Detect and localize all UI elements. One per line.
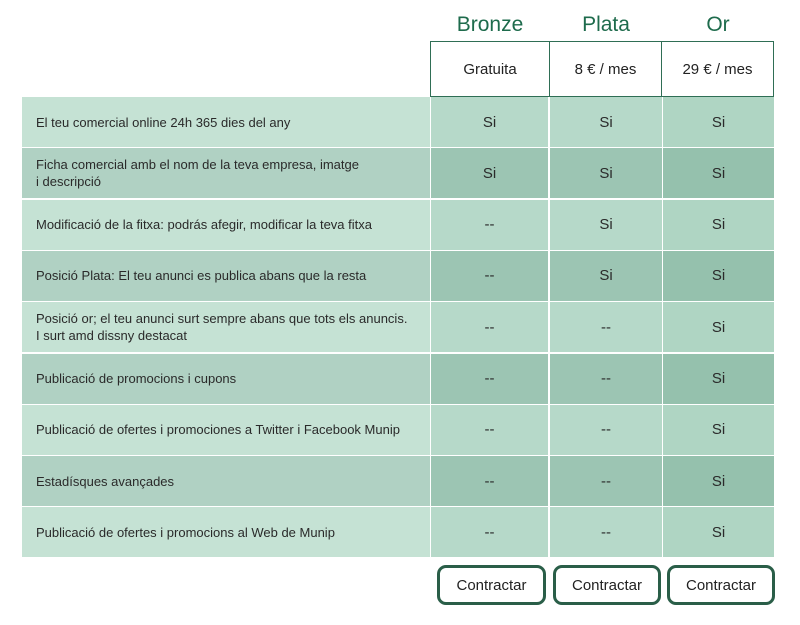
feature-label-text: Posició Plata: El teu anunci es publica abans que la resta: [36, 268, 367, 284]
feature-value: --: [431, 405, 548, 455]
contract-plata-button[interactable]: Contractar: [553, 565, 661, 605]
table-row: [22, 507, 774, 557]
feature-value: Si: [663, 507, 774, 557]
feature-value: --: [431, 302, 548, 352]
feature-value: Si: [550, 148, 662, 198]
table-row: [22, 354, 774, 404]
table-row: [22, 148, 774, 198]
feature-label: [22, 354, 430, 404]
feature-value: --: [550, 354, 662, 404]
feature-value: --: [431, 456, 548, 506]
feature-value: Si: [663, 148, 774, 198]
feature-label: [22, 456, 430, 506]
feature-value: --: [550, 507, 662, 557]
price-plata: 8 € / mes: [549, 41, 662, 97]
feature-label-text: Publicació de ofertes i promocions al Web de Munip: [36, 524, 335, 540]
plan-name-bronze: Bronze: [456, 13, 524, 36]
price-or: 29 € / mes: [661, 41, 774, 97]
feature-value: Si: [431, 97, 548, 147]
feature-label-text: Estadísques avançades: [36, 473, 175, 489]
feature-value: --: [431, 200, 548, 250]
feature-value: Si: [663, 456, 774, 506]
feature-value: Si: [663, 302, 774, 352]
feature-label-text: Publicació de ofertes i promociones a Twitter i Facebook Munip: [36, 422, 400, 438]
feature-label-text: El teu comercial online 24h 365 dies del any: [36, 114, 291, 130]
table-row: [22, 405, 774, 455]
table-row: [22, 97, 774, 147]
feature-value: --: [431, 251, 548, 301]
feature-value: Si: [550, 251, 662, 301]
feature-label-text: Ficha comercial amb el nom de la teva empresa, imatge i descripció: [36, 157, 359, 190]
feature-value: Si: [550, 97, 662, 147]
plan-name-plata: Plata: [582, 13, 630, 36]
feature-value: --: [550, 405, 662, 455]
contract-bronze-button[interactable]: Contractar: [437, 565, 546, 605]
plan-name-or: Or: [706, 13, 730, 36]
feature-value: --: [550, 456, 662, 506]
feature-value: --: [431, 507, 548, 557]
feature-label: [22, 302, 430, 352]
table-row: [22, 200, 774, 250]
feature-value: Si: [663, 405, 774, 455]
feature-label-text: Publicació de promocions i cupons: [36, 371, 237, 386]
feature-value: Si: [431, 148, 548, 198]
table-row: [22, 456, 774, 506]
table-row: [22, 302, 774, 352]
feature-label-text: Modificació de la fitxa: podrás afegir, modificar la teva fitxa: [36, 217, 372, 233]
feature-value: Si: [663, 200, 774, 250]
feature-value: --: [431, 354, 548, 404]
contract-or-button[interactable]: Contractar: [667, 565, 775, 605]
feature-label: [22, 405, 430, 455]
feature-label: [22, 200, 430, 250]
feature-label-text: Posició or; el teu anunci surt sempre abans que tots els anuncis. I surt amd dissny destacat: [36, 311, 408, 344]
feature-value: Si: [663, 354, 774, 404]
feature-value: --: [550, 302, 662, 352]
price-bronze: Gratuita: [430, 41, 550, 97]
feature-value: Si: [663, 251, 774, 301]
feature-label: [22, 148, 430, 198]
feature-label: [22, 97, 430, 147]
feature-label: [22, 251, 430, 301]
feature-label: [22, 507, 430, 557]
table-row: [22, 251, 774, 301]
feature-value: Si: [550, 200, 662, 250]
feature-value: Si: [663, 97, 774, 147]
